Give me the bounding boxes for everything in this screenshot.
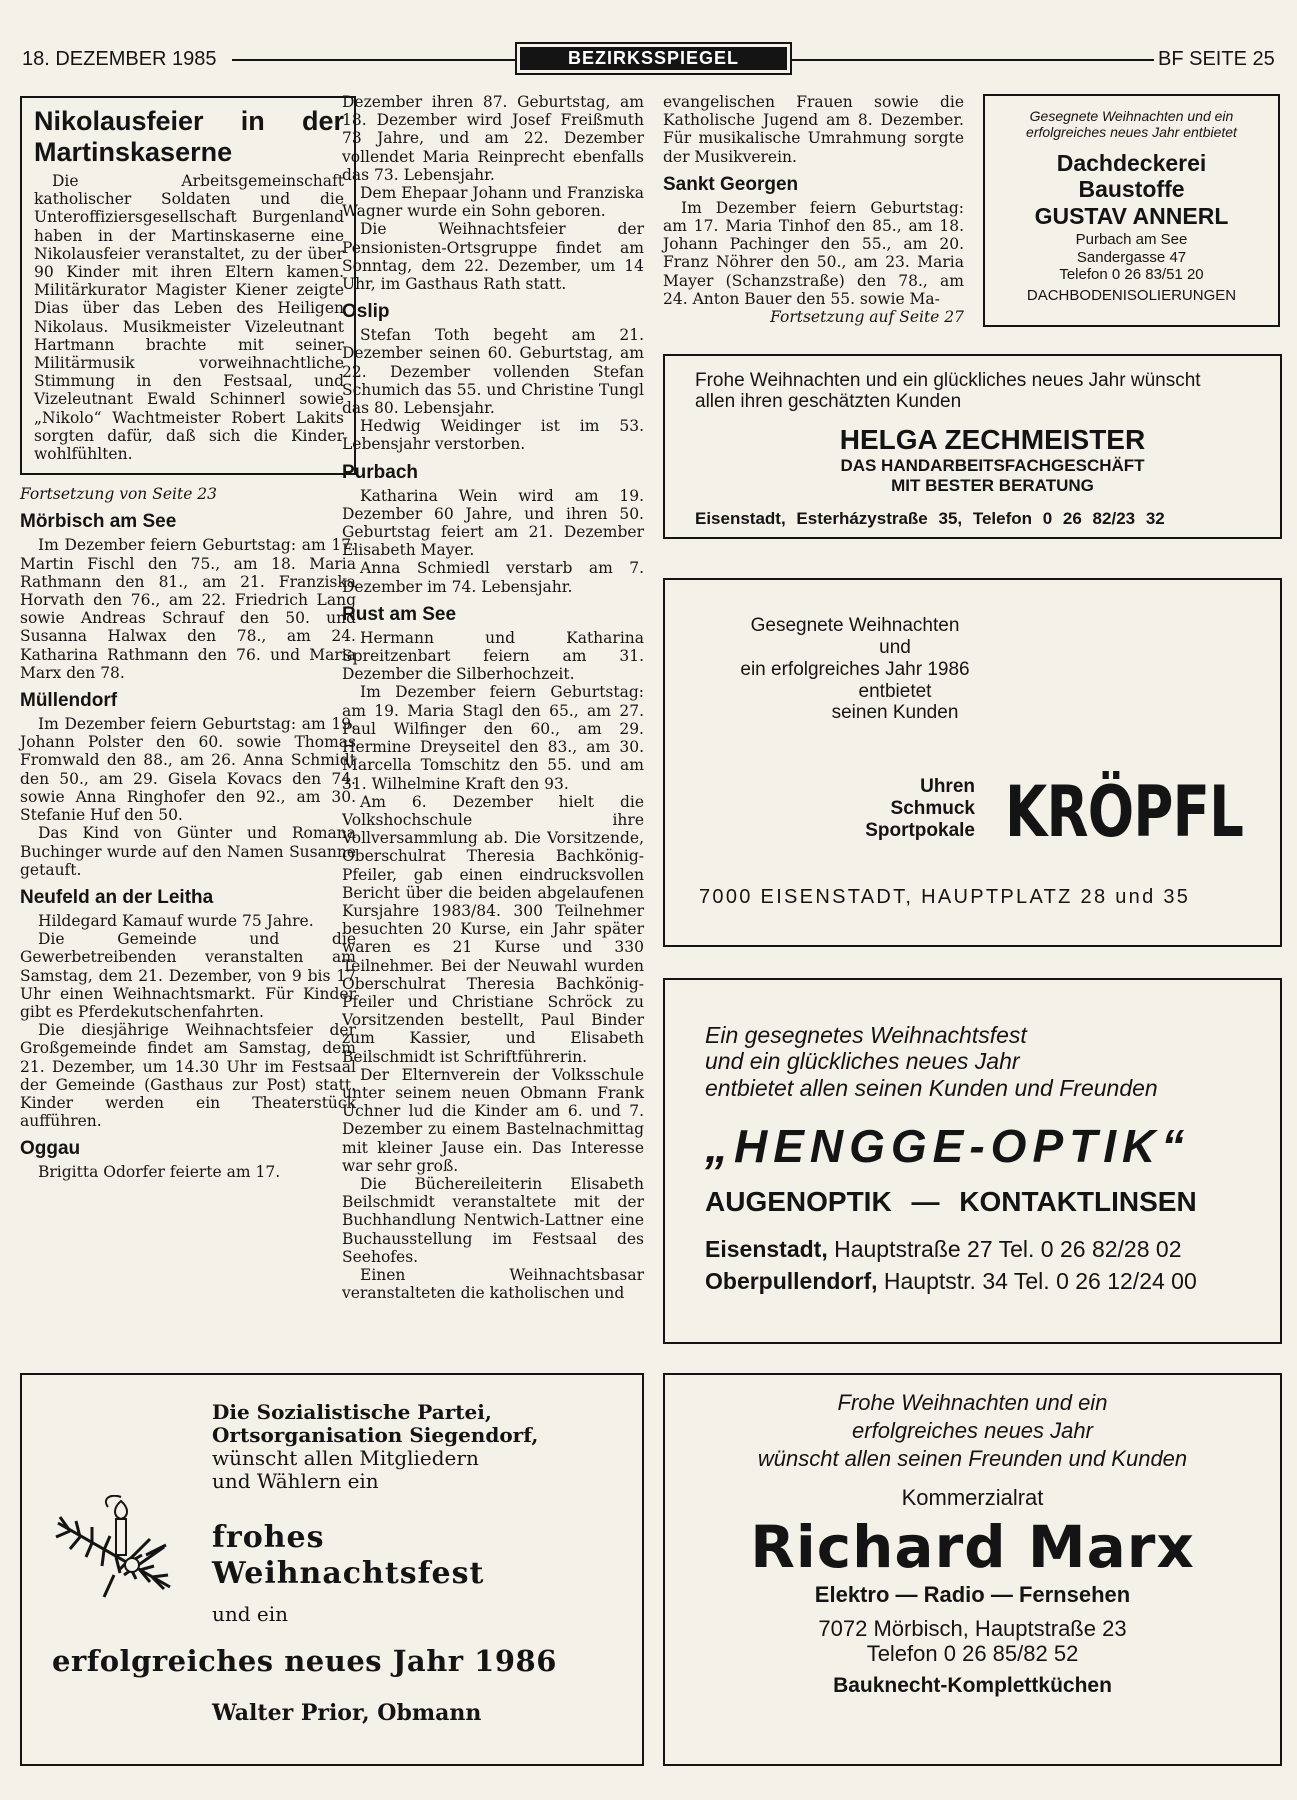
header-rule-right	[792, 59, 1154, 61]
ad-hengge-branch-2	[705, 1268, 1197, 1294]
ad-annerl-service: DACHBODENISOLIERUNGEN	[1026, 287, 1237, 305]
ad-kroepfl-address: 7000 EISENSTADT, HAUPTPLATZ 28 und 35	[699, 886, 1191, 908]
paragraph: Die Weihnachtsfeier der Pensionisten-Ortsgruppe findet am Sonntag, dem 22. Dezember, um 14 Uhr, im Gasthaus Rath statt.	[342, 220, 644, 294]
ad-annerl-address-1: Purbach am See	[1075, 231, 1188, 249]
paragraph: Im Dezember feiern Geburtstag: am 19. Maria Stagl den 65., am 27. Paul Wilfinger den 60., am 29. Hermine Dreyseitel den 83., am 30. Marcella Tomschitz den 55. und am 31. Wilhelmine Kraft den 93.	[342, 683, 644, 793]
ad-hengge-branch-1-city: Eisenstadt,	[705, 1236, 828, 1262]
ad-kroepfl-greeting-5: seinen Kunden	[831, 702, 959, 724]
paragraph: Die Gemeinde und die Gewerbetreibenden veranstalten am Samstag, dem 21. Dezember, von 9 bis 17 Uhr einen Weihnachtsmarkt. Für Kinder gibt es Pferdekutschenfahrten.	[20, 930, 356, 1021]
paragraph: Das Kind von Günter und Romana Buchinger wurde auf den Namen Susanne getauft.	[20, 824, 356, 879]
ad-hengge-subtitle: AUGENOPTIK — KONTAKTLINSEN	[705, 1186, 1197, 1217]
lead-article-box	[20, 96, 356, 475]
ad-marx-greeting-3: wünscht allen seinen Freunden und Kunden	[757, 1446, 1188, 1471]
ad-kroepfl-greeting-3: ein erfolgreiches Jahr 1986	[740, 658, 970, 680]
paragraph: Hedwig Weidinger ist im 53. Lebensjahr verstorben.	[342, 417, 644, 454]
ad-marx-greeting-1: Frohe Weihnachten und ein	[837, 1390, 1108, 1415]
ad-hengge-branch-1-address: Hauptstraße 27 Tel. 0 26 82/28 02	[834, 1236, 1182, 1262]
ad-hengge-brand: „HENGGE-OPTIK“	[705, 1120, 1191, 1172]
lead-article-text: Die Arbeitsgemeinschaft katholischer Soldaten und die Unteroffiziersgesellschaft Burgenland haben in der Martinskaserne eine Nikolausfeier veranstaltet, zu der über 90 Kinder mit ihren Eltern kamen. Militärkurator Magister Kiener zeigte Dias über das Leben des Heiligen Nikolaus. Musikmeister Vizeleutnant Hartmann brachte mit seiner Militärmusik vorweihnachtliche Stimmung in den Festsaal, und Vizeleutnant Ewald Schinnerl sowie „Nikolo“ Wachtmeister Robert Lakits sorgten dafür, daß sich die Kinder wohlfühlten.	[34, 172, 344, 464]
issue-date: 18. DEZEMBER 1985	[22, 48, 217, 70]
ad-spoe-festive-1: frohes	[212, 1520, 325, 1555]
heading-rust: Rust am See	[342, 603, 457, 625]
ad-zechmeister-line1: DAS HANDARBEITSFACHGESCHÄFT	[840, 456, 1145, 476]
ad-annerl-name: GUSTAV ANNERL	[1034, 202, 1229, 229]
ad-hengge-branch-2-city: Oberpullendorf,	[705, 1268, 878, 1294]
ad-kroepfl-product-3: Sportpokale	[865, 819, 975, 841]
ad-kroepfl-product-2: Schmuck	[890, 797, 975, 819]
ad-spoe-line-4: und Wählern ein	[212, 1469, 379, 1493]
ad-kroepfl-greeting-4: entbietet	[858, 680, 932, 702]
ad-spoe-line-2: Ortsorganisation Siegendorf,	[212, 1423, 539, 1447]
ad-marx-extra: Bauknecht-Komplettküchen	[833, 1674, 1112, 1698]
paragraph: evangelischen Frauen sowie die Katholische Jugend am 8. Dezember. Für musikalische Umrahmung sorgte der Musikverein.	[663, 93, 964, 166]
ad-kroepfl-brand: KRÖPFL	[1005, 771, 1244, 853]
column-1	[20, 96, 356, 1182]
ad-spoe-and: und ein	[212, 1602, 289, 1626]
paragraph: Katharina Wein wird am 19. Dezember 60 Jahre, und ihren 50. Geburtstag feiert am 21. Dezember Elisabeth Mayer.	[342, 486, 644, 560]
ad-kroepfl-greeting-2: und	[879, 636, 911, 658]
ad-annerl-greeting: Gesegnete Weihnachten und ein erfolgreiches neues Jahr entbietet	[1026, 108, 1237, 140]
ad-annerl-line2: Baustoffe	[1078, 176, 1185, 203]
paragraph: Im Dezember feiern Geburtstag: am 17. Maria Tinhof den 85., am 18. Johann Pachinger den 55., am 20. Franz Nöhrer den 50., am 23. Maria Mayer (Schanzstraße) den 78., am 24. Anton Bauer den 55. sowie Ma-	[663, 198, 964, 308]
ad-marx-subtitle: Elektro — Radio — Fernsehen	[814, 1582, 1131, 1608]
ad-kroepfl-product-1: Uhren	[920, 776, 975, 797]
ad-spoe-intro	[212, 1401, 538, 1493]
ad-zechmeister-greeting: Frohe Weihnachten und ein glückliches neues Jahr wünscht allen ihren geschätzten Kunden	[695, 370, 1201, 412]
ad-hengge-branch-2-address: Hauptstr. 34 Tel. 0 26 12/24 00	[883, 1268, 1197, 1294]
ad-zechmeister-address: Eisenstadt, Esterházystraße 35, Telefon 0 26 82/23 32	[695, 509, 1165, 529]
paragraph: Im Dezember feiern Geburtstag: am 19. Johann Polster den 60. sowie Thomas Fromwald den 88., am 26. Anna Schmidt den 50., am 29. Gisela Kovacs den 74. sowie Anna Ringhofer den 92., am 30. Stefanie Huf den 50.	[20, 715, 356, 825]
paragraph: Im Dezember feiern Geburtstag: am 17. Martin Fischl den 75., am 18. Maria Rathmann den 81., am 21. Franziska Horvath den 76., am 22. Friedrich Lang sowie Andreas Schrauf den 50. und Susanna Halwax den 78., am 24. Katharina Rathmann den 76. und Maria Marx den 78.	[20, 536, 356, 682]
ad-annerl-phone: Telefon 0 26 83/51 20	[1059, 265, 1204, 283]
paragraph: Die Büchereileiterin Elisabeth Beilschmidt veranstaltete mit der Buchhandlung Nentwich-Lattner eine Buchausstellung im Festsaal des Seehofes.	[342, 1174, 644, 1266]
heading-moerbisch: Mörbisch am See	[20, 511, 177, 533]
section-tag	[515, 42, 792, 75]
heading-oggau: Oggau	[20, 1138, 81, 1160]
page-number: BF SEITE 25	[1158, 48, 1275, 70]
column-2	[342, 93, 644, 1302]
ad-hengge-greeting-2: und ein glückliches neues Jahr	[705, 1048, 1020, 1075]
candle-pine-icon	[50, 1495, 190, 1605]
ad-marx-greeting-2: erfolgreiches neues Jahr	[852, 1418, 1093, 1443]
heading-muellendorf: Müllendorf	[20, 690, 118, 712]
paragraph: Brigitta Odorfer feierte am 17.	[38, 1163, 281, 1182]
heading-sankt-georgen: Sankt Georgen	[663, 173, 799, 195]
ad-zechmeister-line2: MIT BESTER BERATUNG	[891, 475, 1094, 495]
ad-spoe-signature: Walter Prior, Obmann	[212, 1700, 482, 1726]
ad-richard-marx	[663, 1373, 1282, 1766]
paragraph: Die diesjährige Weihnachtsfeier der Großgemeinde findet am Samstag, dem 21. Dezember, um 14.30 Uhr im Festsaal der Gemeinde (Gasthaus zur Post) statt. Kinder werden ein Theaterstück aufführen.	[20, 1021, 356, 1131]
ad-spoe-festive-2: Weihnachtsfest	[212, 1556, 485, 1591]
ad-hengge-branch-1	[705, 1236, 1181, 1262]
column-3	[663, 93, 964, 326]
paragraph: Am 6. Dezember hielt die Volkshochschule ihre Vollversammlung ab. Die Vorsitzende, Oberschulrat Theresia Bachkönig-Pfeiler, gab einen eindrucksvollen Bericht über die beiden abgelaufenen Kursjahre 1983/84. 300 Teilnehmer besuchten 20 Kurse, ein Jahr später waren es 21 Kurse und 330 Teilnehmer. Bei der Neuwahl wurden Oberschulrat Theresia Bachkönig-Pfeiler und Christiane Schröck zu Vorsitzenden bestellt, Paul Binder zum Kassier, und Elisabeth Beilschmidt ist Schriftführerin.	[342, 792, 644, 1066]
ad-spoe-line-1: Die Sozialistische Partei,	[212, 1400, 492, 1424]
paragraph: Stefan Toth begeht am 21. Dezember seinen 60. Geburtstag, am 22. Dezember vollenden Stefan Schumich das 55. und Christine Tungl das 80. Lebensjahr.	[342, 326, 644, 418]
ad-kroepfl-greeting-1: Gesegnete Weihnachten	[750, 615, 960, 636]
ad-marx-phone: Telefon 0 26 85/82 52	[866, 1640, 1079, 1666]
heading-purbach: Purbach	[342, 461, 419, 483]
continued-on: Fortsetzung auf Seite 27	[770, 308, 964, 327]
lead-article-title: Nikolausfeier in der Martinskaserne	[34, 106, 344, 167]
ad-kroepfl-greeting	[685, 615, 1025, 724]
ad-annerl	[983, 94, 1280, 327]
paragraph: Dezember ihren 87. Geburtstag, am 18. Dezember wird Josef Freißmuth 73 Jahre, und am 22. Dezember vollendet Maria Reinprecht ebenfalls das 73. Lebensjahr.	[342, 93, 644, 184]
paragraph: Hildegard Kamauf wurde 75 Jahre.	[38, 911, 314, 930]
ad-hengge-greeting-1: Ein gesegnetes Weihnachtsfest	[705, 1022, 1027, 1048]
ad-hengge-greeting	[705, 1022, 1158, 1101]
ad-marx-title: Kommerzialrat	[901, 1485, 1044, 1510]
heading-oslip: Oslip	[342, 301, 390, 323]
paragraph: Hermann und Katharina Spreitzenbart feiern am 31. Dezember die Silberhochzeit.	[342, 628, 644, 684]
ad-kroepfl-products	[725, 776, 975, 842]
ad-annerl-address-2: Sandergasse 47	[1076, 248, 1187, 266]
ad-zechmeister-name: HELGA ZECHMEISTER	[839, 424, 1146, 455]
ad-zechmeister	[663, 354, 1282, 539]
ad-marx-name: Richard Marx	[750, 1513, 1195, 1582]
ad-spoe-line-3: wünscht allen Mitgliedern	[212, 1446, 479, 1470]
ad-kroepfl	[663, 578, 1282, 947]
ad-annerl-line1: Dachdeckerei	[1056, 150, 1207, 176]
heading-neufeld: Neufeld an der Leitha	[20, 886, 214, 908]
paragraph: Dem Ehepaar Johann und Franziska Wagner wurde ein Sohn geboren.	[342, 184, 645, 221]
ad-spoe-festive-3: erfolgreiches neues Jahr 1986	[52, 1644, 557, 1678]
section-title: BEZIRKSSPIEGEL	[520, 47, 787, 70]
ad-hengge-greeting-3: entbietet allen seinen Kunden und Freunden	[705, 1074, 1158, 1101]
paragraph: Anna Schmiedl verstarb am 7. Dezember im 74. Lebensjahr.	[342, 559, 644, 596]
ad-spoe-siegendorf	[20, 1373, 644, 1766]
ad-hengge-optik	[663, 978, 1282, 1344]
continued-from: Fortsetzung von Seite 23	[20, 485, 218, 504]
header-rule-left	[232, 59, 515, 61]
ad-marx-address: 7072 Mörbisch, Hauptstraße 23	[818, 1615, 1127, 1641]
paragraph: Einen Weihnachtsbasar veranstalteten die katholischen und	[342, 1265, 644, 1303]
paragraph: Der Elternverein der Volksschule unter seinem neuen Obmann Frank Uchner lud die Kinder am 6. und 7. Dezember zu einem Bastelnachmittag mit kleiner Jause ein. Das Interesse war sehr groß.	[342, 1065, 644, 1175]
